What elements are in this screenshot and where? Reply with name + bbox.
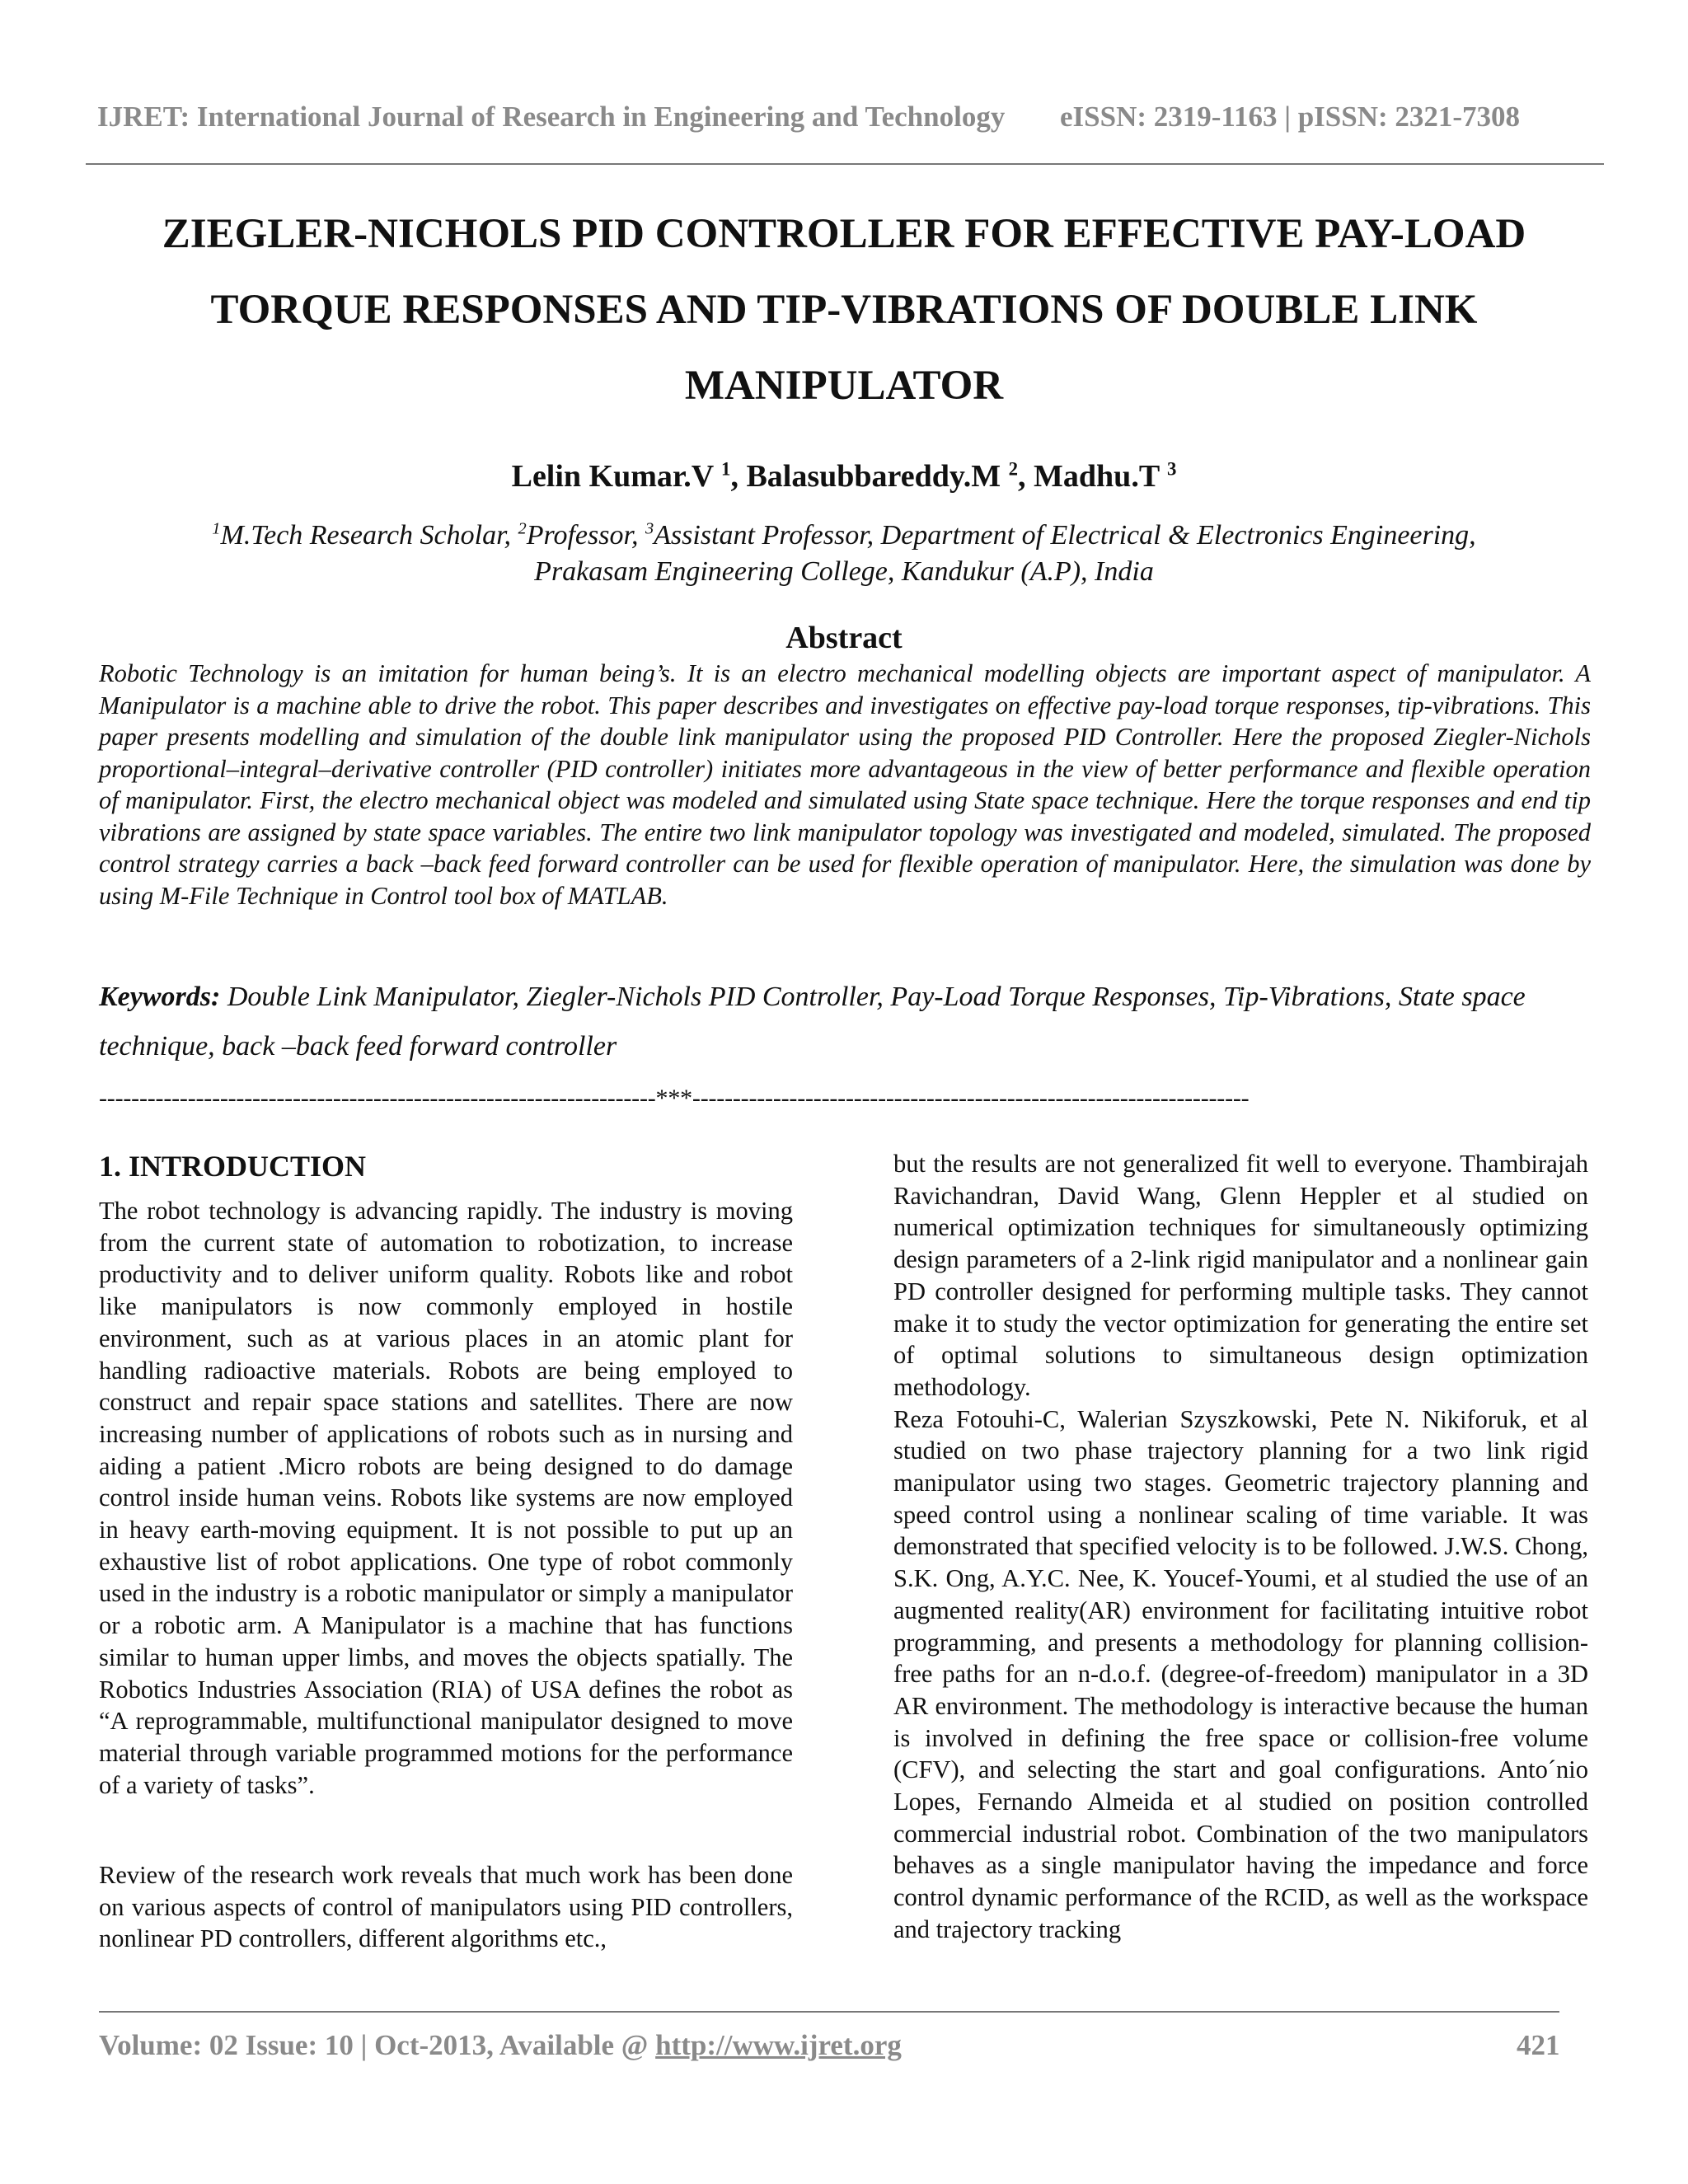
keywords xyxy=(99,972,1591,1071)
footer-rule xyxy=(99,2011,1559,2013)
section-separator: ---------------------------------------------------------------------***--------------------------------------------------------------------- xyxy=(99,1085,1250,1112)
affiliation-role-3: Assistant Professor, Department of Electrical & Electronics Engineering, xyxy=(654,520,1476,551)
title-line-2: TORQUE RESPONSES AND TIP-VIBRATIONS OF DOUBLE LINK xyxy=(210,287,1478,333)
abstract-heading: Abstract xyxy=(785,621,903,655)
abstract-text: Robotic Technology is an imitation for human being’s. It is an electro mechanical modelling objects are important aspect of manipulator. A Manipulator is a machine able to drive the robot. This paper describes and investigates on effective pay-load torque responses, tip-vibrations. This paper presents modelling and simulation of the double link manipulator using the proposed PID Controller. Here the proposed Ziegler-Nichols proportional–integral–derivative controller (PID controller) initiates more advantageous in the view of better performance and flexible operation of manipulator. First, the electro mechanical object was modeled and simulated using State space technique. Here the torque responses and end tip vibrations are assigned by state space variables. The entire two link manipulator topology was investigated and modeled, simulated. The proposed control strategy carries a back –back feed forward controller can be used for flexible operation of manipulator. Here, the simulation was done by using M-File Technique in Control tool box of MATLAB. xyxy=(99,659,1591,910)
issn-info: eISSN: 2319-1163 | pISSN: 2321-7308 xyxy=(1060,101,1521,133)
author-2-mark: 2 xyxy=(1008,458,1019,480)
author-1-mark: 1 xyxy=(721,458,731,480)
author-list xyxy=(82,458,1606,494)
author-separator: , xyxy=(730,459,747,494)
affiliation-line-2: Prakasam Engineering College, Kandukur (A.P), India xyxy=(534,556,1154,587)
running-footer xyxy=(99,2029,1558,2062)
affiliations xyxy=(82,518,1606,590)
author-3: Madhu.T xyxy=(1034,459,1160,494)
column-left-continued xyxy=(99,1859,793,1955)
affiliation-role-1: M.Tech Research Scholar, xyxy=(220,520,518,551)
title-line-1: ZIEGLER-NICHOLS PID CONTROLLER FOR EFFECTIVE PAY-LOAD xyxy=(162,211,1526,257)
paper-title xyxy=(82,196,1606,424)
volume-info: Volume: 02 Issue: 10 | Oct-2013, Available @ xyxy=(99,2029,656,2061)
paragraph: The robot technology is advancing rapidly. The industry is moving from the current state of automation to robotization, to increase productivity and to deliver uniform quality. Robots like and robot like manipulators is now commonly employed in hostile environment, such as at various places in an atomic plant for handling radioactive materials. Robots are being employed to construct and repair space stations and satellites. There are now increasing number of applications of robots such as in nursing and aiding a patient .Micro robots are being designed to do damage control inside human veins. Robots like systems are now employed in heavy earth-moving equipment. It is not possible to put up an exhaustive list of robot applications. One type of robot commonly used in the industry is a robotic manipulator or simply a manipulator or a robotic arm. A Manipulator is a machine that has functions similar to human upper limbs, and moves the objects spatially. The Robotics Industries Association (RIA) of USA defines the robot as “A reprogrammable, multifunctional manipulator designed to move material through variable programmed motions for the performance of a variety of tasks”. xyxy=(99,1197,793,1799)
section-heading-introduction: 1. INTRODUCTION xyxy=(99,1150,367,1183)
paragraph: Reza Fotouhi-C, Walerian Szyszkowski, Pete N. Nikiforuk, et al studied on two phase trajectory planning for a two link rigid manipulator using two stages. Geometric trajectory planning and speed control using a nonlinear scaling of time variable. It was demonstrated that specified velocity is to be followed. J.W.S. Chong, S.K. Ong, A.Y.C. Nee, K. Youcef-Youmi, et al studied the use of an augmented reality(AR) environment for facilitating intuitive robot programming, and presents a methodology for planning collision-free paths for an n-d.o.f. (degree-of-freedom) manipulator in a 3D AR environment. The methodology is interactive because the human is involved in defining the free space or collision-free volume (CFV), and selecting the start and goal configurations. Anto´nio Lopes, Fernando Almeida et al studied on position controlled commercial industrial robot. Combination of the two manipulators behaves as a single manipulator having the impedance and force control dynamic performance of the RCID, as well as the workspace and trajectory tracking xyxy=(893,1404,1588,1943)
title-line-3: MANIPULATOR xyxy=(684,363,1004,409)
affiliation-mark: 3 xyxy=(645,519,654,538)
keywords-label: Keywords: xyxy=(99,982,221,1012)
author-2: Balasubbareddy.M xyxy=(746,459,1001,494)
page-number: 421 xyxy=(1517,2029,1560,2061)
column-left xyxy=(99,1195,793,1801)
affiliation-role-2: Professor, xyxy=(526,520,645,551)
author-3-mark: 3 xyxy=(1166,458,1177,480)
journal-link[interactable]: http://www.ijret.org xyxy=(655,2029,902,2061)
column-right xyxy=(893,1148,1588,1946)
paragraph: Review of the research work reveals that much work has been done on various aspects of control of manipulators using PID controllers, nonlinear PD controllers, different algorithms etc., xyxy=(99,1861,793,1953)
running-header xyxy=(97,101,1581,134)
affiliation-line-1 xyxy=(82,518,1606,554)
keywords-text: Double Link Manipulator, Ziegler-Nichols PID Controller, Pay-Load Torque Responses, Tip-Vibrations, State space technique, back –back feed forward controller xyxy=(99,982,1526,1062)
journal-name: IJRET: International Journal of Research in Engineering and Technology xyxy=(97,101,1006,133)
paragraph: but the results are not generalized fit well to everyone. Thambirajah Ravichandran, David Wang, Glenn Heppler et al studied on numerical optimization techniques for simultaneously optimizing design parameters of a 2-link rigid manipulator and a nonlinear gain PD controller designed for performing multiple tasks. They cannot make it to study the vector optimization for generating the entire set of optimal solutions to simultaneous design optimization methodology. xyxy=(893,1150,1588,1401)
author-1: Lelin Kumar.V xyxy=(511,459,714,494)
header-rule xyxy=(86,163,1604,165)
affiliation-mark: 2 xyxy=(518,519,527,538)
affiliation-mark: 1 xyxy=(212,519,221,538)
author-separator: , xyxy=(1018,459,1034,494)
